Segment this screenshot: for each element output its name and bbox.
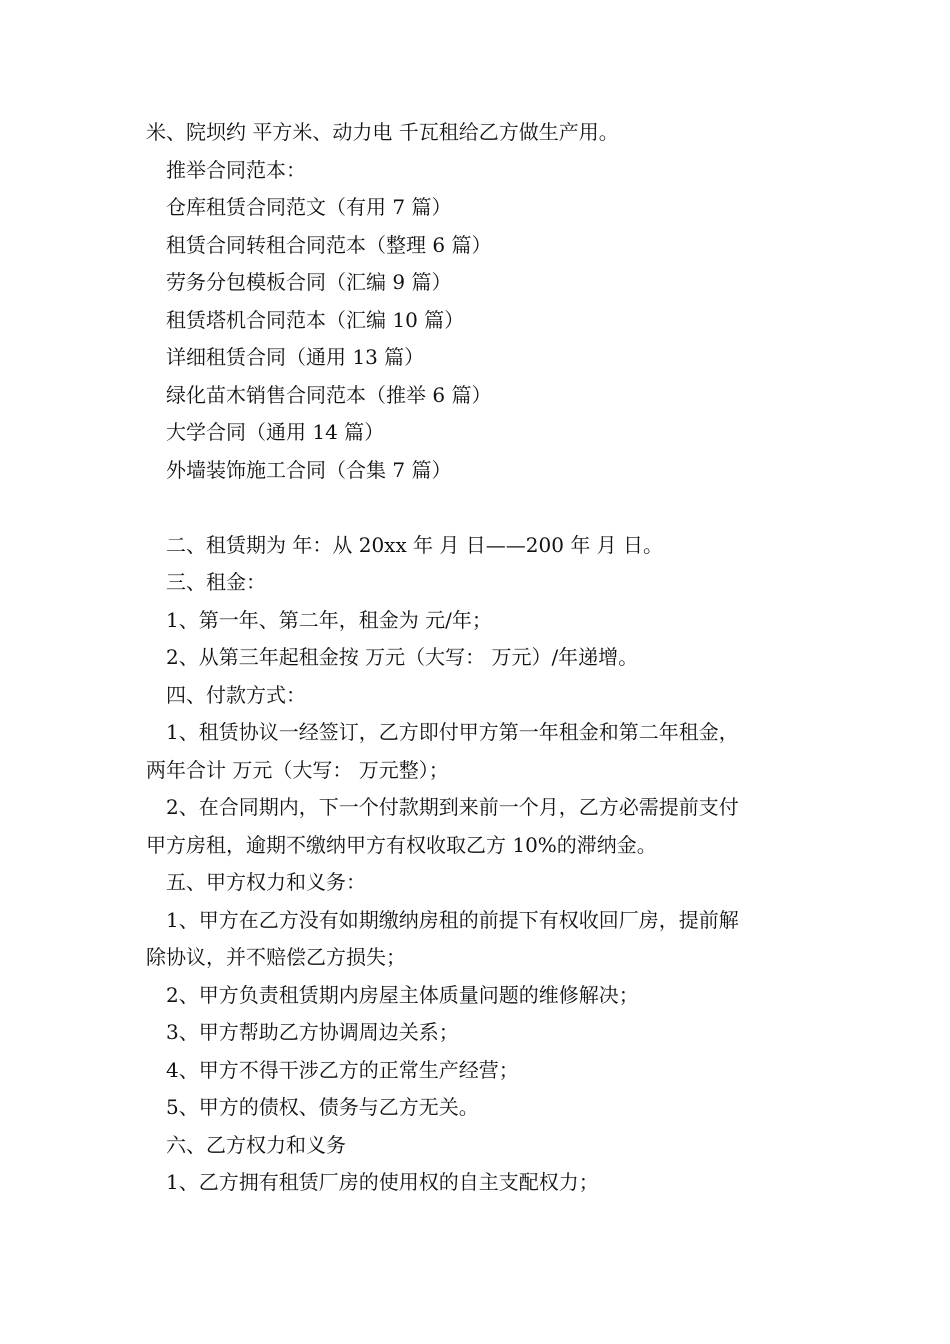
recommend-item[interactable]: 外墙装饰施工合同（合集 7 篇） — [166, 457, 452, 482]
section-5-item-4: 4、甲方不得干涉乙方的正常生产经营； — [166, 1057, 519, 1082]
document-body — [146, 114, 810, 1202]
section-2-lease-term: 二、租赁期为 年：从 20xx 年 月 日——200 年 月 日。 — [166, 532, 664, 557]
section-6-heading: 六、乙方权力和义务 — [166, 1132, 346, 1157]
section-5-item-1-line-1: 1、甲方在乙方没有如期缴纳房租的前提下有权收回厂房，提前解 — [166, 907, 739, 932]
recommend-item[interactable]: 仓库租赁合同范文（有用 7 篇） — [166, 195, 452, 219]
section-5-item-2: 2、甲方负责租赁期内房屋主体质量问题的维修解决； — [166, 982, 639, 1007]
section-6-item-1: 1、乙方拥有租赁厂房的使用权的自主支配权力； — [166, 1170, 599, 1194]
section-4-item-1-line-2: 两年合计 万元（大写： 万元整）； — [146, 757, 449, 782]
section-4-item-2-line-2: 甲方房租，逾期不缴纳甲方有权收取乙方 10%的滞纳金。 — [146, 832, 657, 857]
section-4-item-2-line-1: 2、在合同期内，下一个付款期到来前一个月，乙方必需提前支付 — [166, 795, 739, 819]
section-3-heading: 三、租金： — [166, 570, 266, 594]
section-3-item-2: 2、从第三年起租金按 万元（大写： 万元）/年递增。 — [166, 645, 639, 669]
recommend-item[interactable]: 劳务分包模板合同（汇编 9 篇） — [166, 270, 452, 294]
section-4-heading: 四、付款方式： — [166, 682, 306, 707]
section-3-item-1: 1、第一年、第二年，租金为 元/年； — [166, 607, 492, 632]
section-5-item-5: 5、甲方的债权、债务与乙方无关。 — [166, 1095, 479, 1119]
section-5-heading: 五、甲方权力和义务： — [166, 870, 366, 894]
section-5-item-3: 3、甲方帮助乙方协调周边关系； — [166, 1020, 459, 1044]
recommend-item[interactable]: 租赁塔机合同范本（汇编 10 篇） — [166, 307, 465, 332]
intro-line: 米、院坝约 平方米、动力电 千瓦租给乙方做生产用。 — [146, 120, 619, 144]
recommend-item[interactable]: 大学合同（通用 14 篇） — [166, 420, 385, 444]
recommend-heading: 推举合同范本： — [166, 157, 306, 182]
recommend-item[interactable]: 绿化苗木销售合同范本（推举 6 篇） — [166, 382, 492, 407]
recommend-item[interactable]: 详细租赁合同（通用 13 篇） — [166, 345, 425, 369]
recommend-item[interactable]: 租赁合同转租合同范本（整理 6 篇） — [166, 232, 492, 257]
section-5-item-1-line-2: 除协议，并不赔偿乙方损失； — [146, 945, 406, 969]
paragraph-spacer — [146, 489, 810, 527]
section-4-item-1-line-1: 1、租赁协议一经签订，乙方即付甲方第一年租金和第二年租金， — [166, 720, 739, 744]
